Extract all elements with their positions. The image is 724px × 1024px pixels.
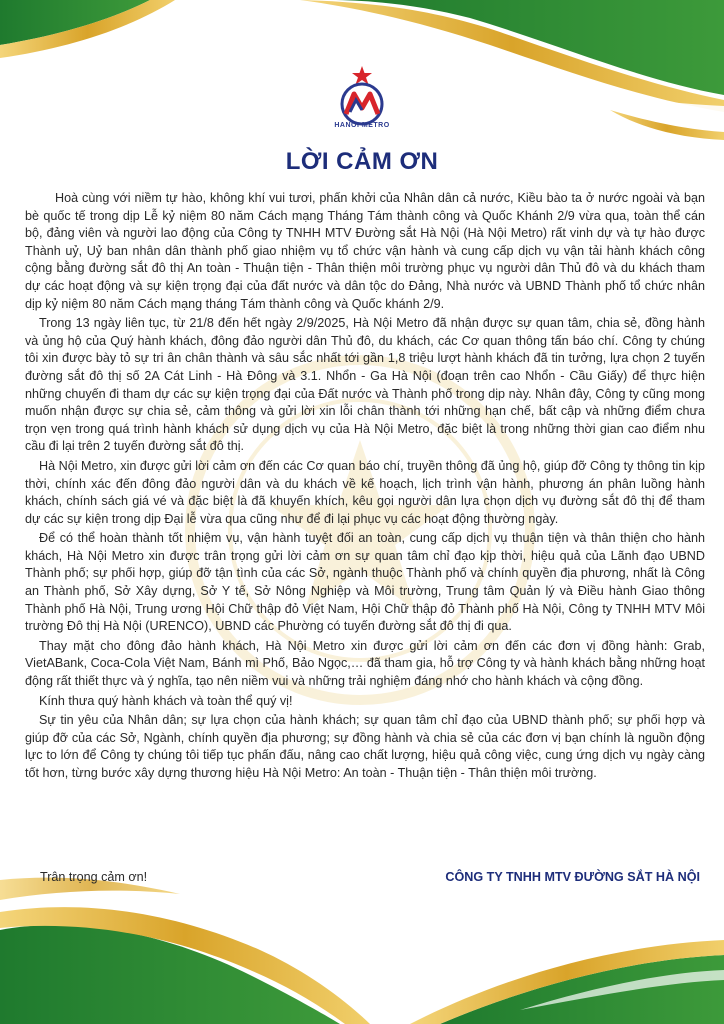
paragraph: Sự tin yêu của Nhân dân; sự lựa chọn của hành khách; sự quan tâm chỉ đạo của UBND thành phố; sự phối hợp và giúp đỡ của các Sở, Ngành, chính quyền địa phương; sự đồng hành và chia sẻ của các đơn vị bạn chính là nguồn động lực to lớn để Công ty chúng tôi tiếp tục phấn đấu, nâng cao chất lượng, hiệu quả công việc, cung ứng dịch vụ ngày càng tốt hơn, từng bước xây dựng thương hiệu Hà Nội Metro: An toàn - Thuận tiện - Thân thiện môi trường. — [25, 713, 705, 780]
letter-body — [25, 190, 705, 785]
company-signature: CÔNG TY TNHH MTV ĐƯỜNG SẮT HÀ NỘI — [445, 870, 700, 884]
logo-text: HANOI METRO — [334, 122, 390, 129]
paragraph: Thay mặt cho đông đảo hành khách, Hà Nội Metro xin được gửi lời cảm ơn đến các đơn vị đồng hành: Grab, VietABank, Coca-Cola Việt Nam, Bánh mì Phố, Bảo Ngọc,… đã tham gia, hỗ trợ Công ty và hành khách bằng những hoạt động rất thiết thực và ý nghĩa, tạo nên niềm vui và những trải nghiệm đáng nhớ cho hành khách và cộng đồng. — [25, 638, 705, 689]
paragraph: Hà Nội Metro, xin được gửi lời cảm ơn đến các Cơ quan báo chí, truyền thông đã ủng hộ, giúp đỡ Công ty thông tin kịp thời, chính xác đến đông đảo người dân và du khách về kế hoạch, lịch trình vận hành, phương án phân luồng hành khách, chính sách giá vé và đặc biệt là đã khuyến khích, kêu gọi người dân lựa chọn dịch vụ đường sắt đô thị để tham dự các sự kiện trong dịp Đại lễ vừa qua cũng như để đi lại phục vụ các hoạt động thường ngày. — [25, 458, 705, 526]
paragraph: Trong 13 ngày liên tục, từ 21/8 đến hết ngày 2/9/2025, Hà Nội Metro đã nhận được sự quan tâm, chia sẻ, đồng hành và ủng hộ của Quý hành khách, đông đảo người dân Thủ đô, du khách, các Cơ quan thông tấn báo chí. Công ty chúng tôi xin được bày tỏ sự tri ân chân thành và sâu sắc nhất tới gần 1,8 triệu lượt hành khách đã tin tưởng, lựa chọn 2 tuyến đường sắt đô thị số 2A Cát Linh - Hà Đông và 3.1. Nhổn - Ga Hà Nội (đoạn trên cao Nhổn - Cầu Giấy) để thực hiện những chuyến đi tham dự các sự kiện trọng đại của Đất nước và Thành phố trong dịp này. Nhân đây, Công ty cũng mong muốn nhận được sự chia sẻ, cảm thông và gửi lời xin lỗi chân thành tới những hạn chế, bất cập và những điểm chưa trọn vẹn trong quá trình hành khách sử dụng dịch vụ của Hà Nội Metro, đặc biệt là trong những thời gian cao điểm nhu cầu đi lại trên 2 tuyến đường sắt đô thị. — [25, 316, 705, 454]
paragraph: Kính thưa quý hành khách và toàn thể quý vị! — [39, 693, 293, 708]
paragraph: Để có thể hoàn thành tốt nhiệm vụ, vận hành tuyệt đối an toàn, cung cấp dịch vụ thuận tiện và thân thiện cho hành khách, Hà Nội Metro xin được trân trọng gửi lời cảm ơn sự quan tâm chỉ đạo kịp thời, hiệu quả của Lãnh đạo UBND Thành phố; sự phối hợp, giúp đỡ tận tình của các Sở, ngành thuộc Thành phố và chính quyền địa phương, nhất là Công an Thành phố, Sở Xây dựng, Sở Y tế, Sở Nông Nghiệp và Môi trường, Trung tâm Quản lý và Điều hành Giao thông Thành phố Hà Nội, Trung ương Hội Chữ thập đỏ Việt Nam, Hội Chữ thập đỏ Thành phố Hà Nội, Công ty TNHH MTV Môi trường Đô thị Hà Nội (URENCO), UBND các Phường có tuyến đường sắt đô thị đi qua. — [25, 531, 705, 634]
closing-greeting: Trân trọng cảm ơn! — [40, 870, 148, 884]
paragraph: Hoà cùng với niềm tự hào, không khí vui tươi, phấn khởi của Nhân dân cả nước, Kiều bào ta ở nước ngoài và bạn bè quốc tế trong dịp Lễ kỷ niệm 80 năm Cách mạng Tháng Tám thành công và Quốc Khánh 2/9 vừa qua, toàn thể cán bộ, đảng viên và người lao động của Công ty TNHH MTV Đường sắt Hà Nội (Hà Nội Metro) rất vinh dự và tự hào được Thành uỷ, Uỷ ban nhân dân thành phố giao nhiệm vụ tổ chức vận hành và cung cấp dịch vụ vận tải hành khách công cộng bằng đường sắt đô thị An toàn - Thuận tiện - Thân thiện môi trường phục vụ người dân Thủ đô và du khách tham dự các hoạt động và sự kiện trọng đại của đất nước và dân tộc do Đảng, Nhà nước và UBND Thành phố tổ chức nhân dịp kỷ niệm 80 năm Cách mạng tháng Tám thành công và Quốc khánh 2/9. — [25, 191, 705, 311]
page-title: LỜI CẢM ƠN — [285, 148, 439, 175]
